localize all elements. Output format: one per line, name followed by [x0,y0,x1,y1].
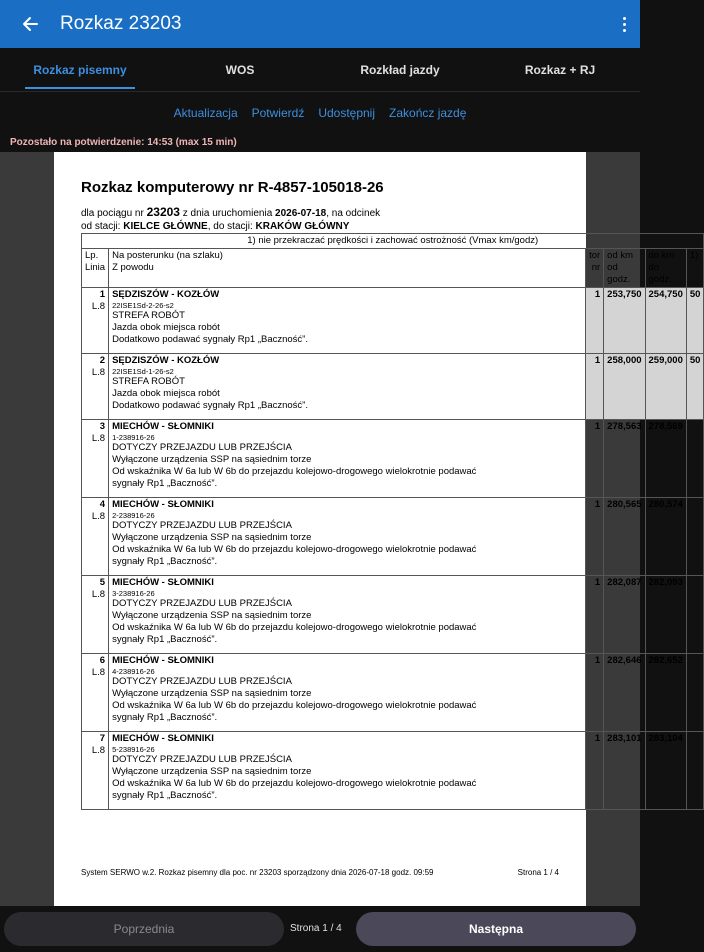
app-bar [0,0,640,48]
tab-bar [0,48,640,92]
table-row: 4 L.8 MIECHÓW - SŁOMNIKI 2-238916-26 DOTYCZY PRZEJAZDU LUB PRZEJŚCIA Wyłączone urządzenia SSP na sąsiednim torze Od wskaźnika W 6a lub W 6b do przejazdu kolejowo-drogowego wielokrotnie podawać sygnały Rp1 „Baczność”. 1 280,565 280,574 [82,498,704,576]
header-row: Lp. Linia Na posterunku (na szlaku) Z powodu tor nr od km od godz. do km do godz. 1) [82,249,704,288]
document-title: Rozkaz komputerowy nr R-4857-105018-26 [81,179,384,196]
table-row: 6 L.8 MIECHÓW - SŁOMNIKI 4-238916-26 DOTYCZY PRZEJAZDU LUB PRZEJŚCIA Wyłączone urządzenia SSP na sąsiednim torze Od wskaźnika W 6a lub W 6b do przejazdu kolejowo-drogowego wielokrotnie podawać sygnały Rp1 „Baczność”. 1 282,646 282,652 [82,654,704,732]
tab-wos[interactable]: WOS [225,62,255,77]
document-page-number: Strona 1 / 4 [517,868,559,877]
table-row: 1 L.8 SĘDZISZÓW - KOZŁÓW 22ISE1Sd-2-26-s2 STREFA ROBÓT Jazda obok miejsca robót Dodatkowo podawać sygnały Rp1 „Baczność”. 1 253,750 254,750 50 [82,288,704,354]
update-button[interactable]: Aktualizacja [173,106,238,120]
next-page-button[interactable]: Następna [356,912,636,946]
share-button[interactable]: Udostępnij [318,106,376,120]
rule-row: 1) nie przekraczać prędkości i zachować ostrożność (Vmax km/godz) [82,234,704,249]
stations-line: od stacji: KIELCE GŁÓWNE, do stacji: KRAKÓW GŁÓWNY [81,221,350,232]
finish-ride-button[interactable]: Zakończ jazdę [389,106,467,120]
tab-rozkaz-pisemny[interactable]: Rozkaz pisemny [0,48,160,91]
more-vert-icon[interactable] [616,8,632,40]
confirmation-countdown: Pozostało na potwierdzenie: 14:53 (max 15 min) [10,137,237,148]
page-title: Rozkaz 23203 [60,13,182,34]
orders-table [81,233,704,810]
train-line: dla pociągu nr 23203 z dnia uruchomienia 2026-07-18, na odcinek [81,205,381,219]
previous-page-button[interactable]: Poprzednia [4,912,284,946]
document-footer: System SERWO w.2. Rozkaz pisemny dla poc. nr 23203 sporządzony dnia 2026-07-18 godz. 09:59 [81,868,434,877]
tab-rozkaz-rj[interactable]: Rozkaz + RJ [524,62,596,77]
tab-rozklad-jazdy[interactable]: Rozkład jazdy [360,62,440,77]
page-indicator: Strona 1 / 4 [290,923,342,934]
action-bar [0,92,640,134]
document-page [54,152,701,906]
table-row: 7 L.8 MIECHÓW - SŁOMNIKI 5-238916-26 DOTYCZY PRZEJAZDU LUB PRZEJŚCIA Wyłączone urządzenia SSP na sąsiednim torze Od wskaźnika W 6a lub W 6b do przejazdu kolejowo-drogowego wielokrotnie podawać sygnały Rp1 „Baczność”. 1 283,101 283,104 [82,732,704,810]
document-viewer[interactable] [0,152,701,906]
bottom-bar [0,906,640,952]
back-button[interactable] [0,0,60,48]
confirm-button[interactable]: Potwierdź [251,106,305,120]
table-row: 3 L.8 MIECHÓW - SŁOMNIKI 1-238916-26 DOTYCZY PRZEJAZDU LUB PRZEJŚCIA Wyłączone urządzenia SSP na sąsiednim torze Od wskaźnika W 6a lub W 6b do przejazdu kolejowo-drogowego wielokrotnie podawać sygnały Rp1 „Baczność”. 1 278,563 278,569 [82,420,704,498]
arrow-left-icon [21,15,39,33]
table-row: 2 L.8 SĘDZISZÓW - KOZŁÓW 22ISE1Sd-1-26-s2 STREFA ROBÓT Jazda obok miejsca robót Dodatkowo podawać sygnały Rp1 „Baczność”. 1 258,000 259,000 50 [82,354,704,420]
table-row: 5 L.8 MIECHÓW - SŁOMNIKI 3-238916-26 DOTYCZY PRZEJAZDU LUB PRZEJŚCIA Wyłączone urządzenia SSP na sąsiednim torze Od wskaźnika W 6a lub W 6b do przejazdu kolejowo-drogowego wielokrotnie podawać sygnały Rp1 „Baczność”. 1 282,087 282,093 [82,576,704,654]
